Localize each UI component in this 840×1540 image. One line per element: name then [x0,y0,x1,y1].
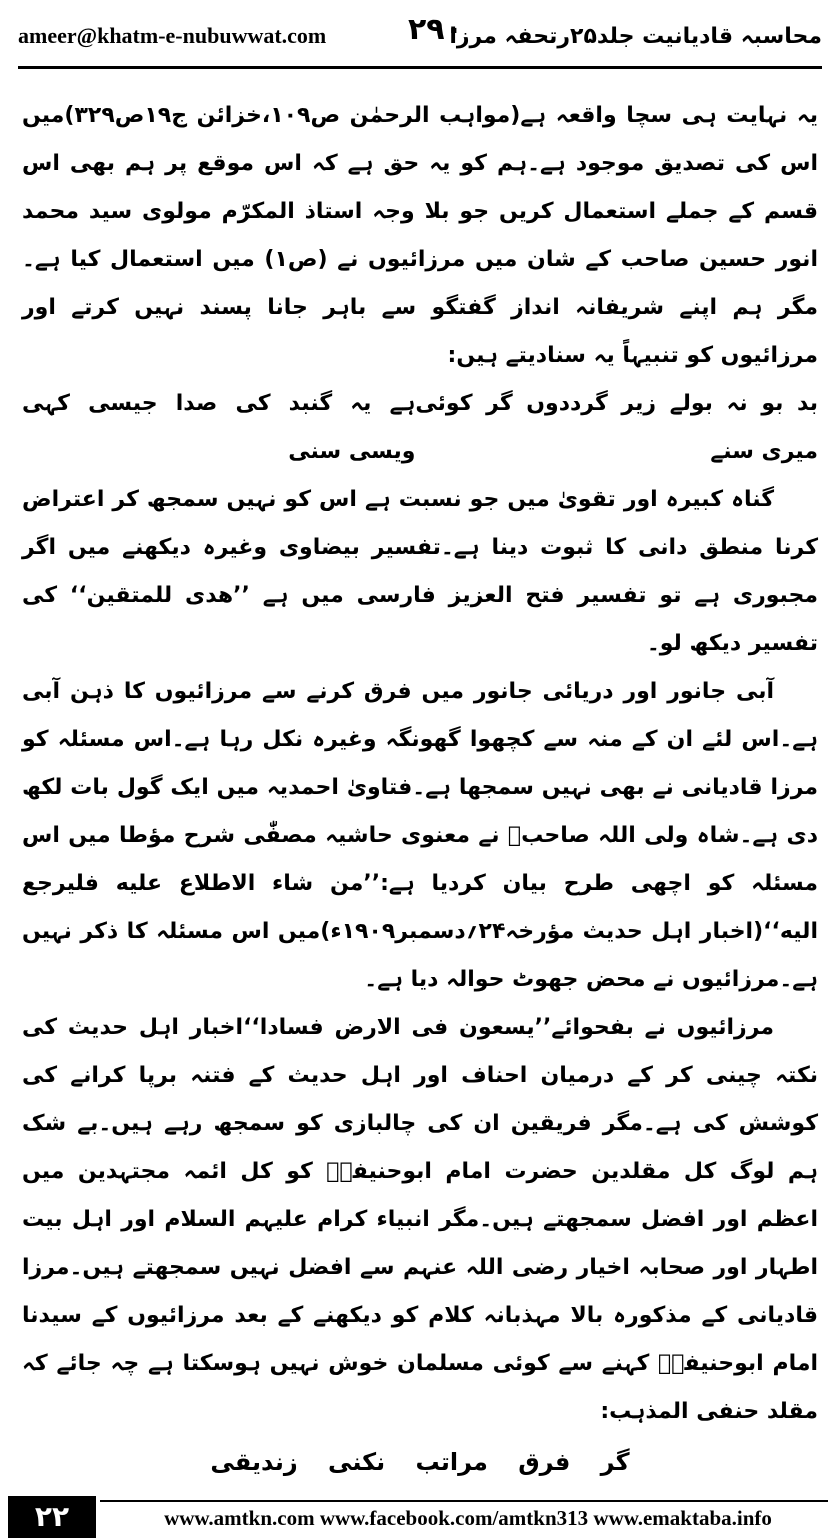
page-header [18,14,822,58]
closing-verse: گر فرق مراتب نکنی زندیقی [210,1448,630,1476]
paragraph-3: آبی جانور اور دریائی جانور میں فرق کرنے سے مرزائیوں کا ذہن آبی ہے۔اس لئے ان کے منہ سے کچھوا گھونگہ وغیرہ نکل رہا ہے۔اس مسئلہ کو مرزا قادیانی نے بھی نہیں سمجھا ہے۔فتاویٰ احمدیہ میں ایک گول بات لکھ دی ہے۔شاہ ولی اللہ صاحبؒ نے معنوی حاشیہ مصفّٰی شرح مؤطا میں اس مسئلہ کو اچھی طرح بیان کردیا ہے:’’من شاء الاطلاع علیه فلیرجع الیه‘‘(اخبار اہل حدیث مؤرخہ۲۴؍دسمبر۱۹۰۹ء)میں اس مسئلہ کا ذکر نہیں ہے۔مرزائیوں نے محض جھوٹ حوالہ دیا ہے۔ [22,679,818,992]
paragraph-4: مرزائیوں نے بفحوائے’’یسعون فی الارض فسادا‘‘اخبار اہل حدیث کی نکتہ چینی کر کے درمیان احناف اور اہل حدیث کے فتنہ برپا کرانے کی کوشش کی ہے۔مگر فریقین ان کی چالبازی کو سمجھ رہے ہیں۔بے شک ہم لوگ کل مقلدین حضرت امام ابوحنیفہؒ کو کل ائمہ مجتہدین میں اعظم اور افضل سمجھتے ہیں۔مگر انبیاء کرام علیہم السلام اور اہل بیت اطہار اور صحابہ اخیار رضی اللہ عنہم سے افضل نہیں سمجھتے ہیں۔مرزا قادیانی کے مذکورہ بالا مہذبانہ کلام کو دیکھنے کے بعد مرزائیوں کے سیدنا امام ابوحنیفہؒ کہنے سے کوئی مسلمان خوش نہیں ہوسکتا ہے چہ جائے کہ مقلد حنفی المذہب: [22,1015,818,1424]
header-book-title: محاسبہ قادیانیت جلد۲۵رتحفہ مرزا [449,23,822,49]
footer-links: www.amtkn.com www.facebook.com/amtkn313 www.emaktaba.info [164,1506,772,1530]
footer-page-number: ۲۲ [8,1496,96,1538]
paragraph-1: یہ نہایت ہی سچا واقعہ ہے(مواہب الرحمٰن ص۱۰۹،خزائن ج۱۹ص۳۲۹)میں اس کی تصدیق موجود ہے۔ہم کو یہ حق ہے کہ اس موقع پر ہم بھی اس قسم کے جملے استعمال کریں جو بلا وجہ استاذ المکرّم مولوی سید محمد انور حسین صاحب کے شان میں مرزائیوں نے (ص۱) میں استعمال کیا ہے۔مگر ہم اپنے شریفانہ انداز گفتگو سے باہر جانا پسند نہیں کرتے اور مرزائیوں کو تنبیہاً یہ سنادیتے ہیں: [22,103,819,368]
couplet-first-line: بد بو نہ بولے زیر گرددوں گر کوئی میری سنے [415,391,818,464]
footer-rule [100,1500,828,1502]
paragraph-2: گناہ کبیرہ اور تقویٰ میں جو نسبت ہے اس کو نہیں سمجھ کر اعتراض کرنا منطق دانی کا ثبوت دینا ہے۔تفسیر بیضاوی وغیرہ دیکھنے میں اگر مجبوری ہے تو تفسیر فتح العزیز فارسی میں ہے ’’ھدی للمتقین‘‘ کی تفسیر دیکھ لو۔ [22,487,818,656]
couplet [22,380,818,476]
header-rule [18,66,822,69]
couplet-second-line: ہے یہ گنبد کی صدا جیسی کہی ویسی سنی [22,391,416,464]
page-footer [0,1490,840,1540]
header-page-number: ۲۹۰ [408,12,463,47]
page-body [22,92,818,1486]
header-email: ameer@khatm-e-nubuwwat.com [18,23,327,48]
